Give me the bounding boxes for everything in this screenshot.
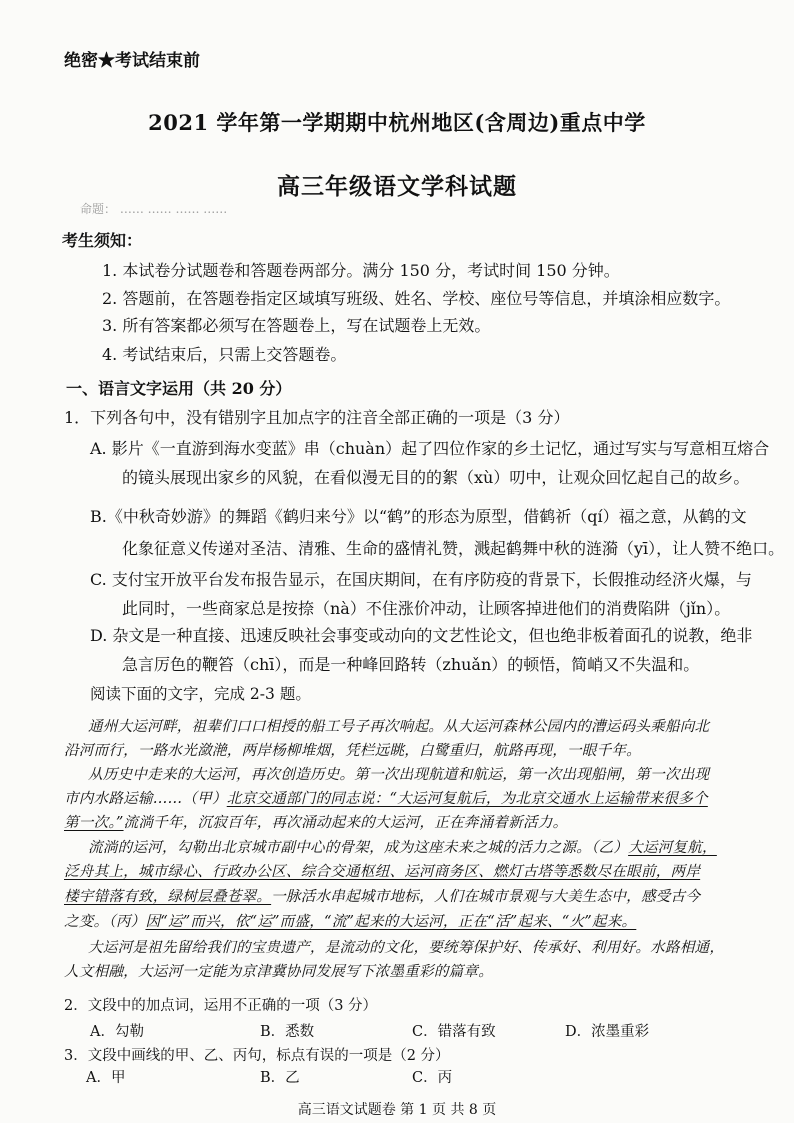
section-heading: 一、语言文字运用（共 20 分）: [66, 379, 292, 398]
underlined-sentence-yi-cont: 泛舟其上，城市绿心、行政办公区、综合交通枢纽、运河商务区、燃灯古塔等悉数尽在眼前，两岸: [64, 863, 701, 880]
notice-item: 1. 本试卷分试题卷和答题卷两部分。满分 150 分，考试时间 150 分钟。: [102, 261, 620, 280]
underlined-sentence-jia-end: 第一次。”: [64, 814, 124, 831]
passage-line: [64, 811, 567, 832]
q2-option-d: D．浓墨重彩: [565, 1024, 650, 1040]
q2-option-b: B．悉数: [260, 1024, 315, 1040]
passage-text: 一脉活水串起城市地标，人们在城市景观与大美生态中，感受古今: [271, 888, 701, 905]
page-footer: 高三语文试题卷 第 1 页 共 8 页: [297, 1102, 497, 1118]
q1-option-b-cont: 化象征意义传递对圣洁、清雅、生命的盛情礼赞，溅起鹤舞中秋的涟漪（yī），让人赞不绝口。: [122, 539, 785, 558]
q1-option-d-cont: 急言厉色的鞭笞（chī），而是一种峰回路转（zhuǎn）的顿悟，简峭又不失温和。: [122, 655, 700, 674]
passage-text: 流淌千年，沉寂百年，再次涌动起来的大运河，正在奔涌着新活力。: [123, 814, 568, 831]
passage-line: 沿河而行，一路水光潋滟，两岸杨柳堆烟，凭栏远眺，白鹭重归，航路再现，一眼千年。: [64, 742, 641, 759]
question-1-stem: 1．下列各句中，没有错别字且加点字的注音全部正确的一项是（3 分）: [64, 408, 570, 427]
q2-option-c: C．错落有致: [412, 1024, 496, 1040]
passage-line: 从历史中走来的大运河，再次创造历史。第一次出现航道和航运，第一次出现船闸，第一次出现: [88, 766, 710, 783]
question-3-stem: 3．文段中画线的甲、乙、丙句，标点有误的一项是（2 分）: [64, 1048, 450, 1064]
passage-text: 市内水路运输……（甲）: [64, 790, 227, 807]
passage-line: [88, 836, 717, 857]
passage-line: 通州大运河畔，祖辈们口口相授的船工号子再次响起。从大运河森林公园内的漕运码头乘船向北: [88, 718, 710, 735]
q2-option-a: A．勾勒: [90, 1024, 144, 1040]
q1-option-a-cont: 的镜头展现出家乡的风貌，在看似漫无目的的絮（xù）叨中，让观众回忆起自己的故乡。: [122, 468, 750, 487]
q1-option-a: A. 影片《一直游到海水变蓝》串（chuàn）起了四位作家的乡土记忆，通过写实与写意相互熔合: [90, 439, 770, 458]
passage-line: [64, 787, 708, 808]
underlined-sentence-jia: 北京交通部门的同志说：“大运河复航后，为北京交通水上运输带来很多个: [226, 790, 708, 807]
passage-text: 流淌的运河，勾勒出北京城市副中心的骨架，成为这座未来之城的活力之源。（乙）: [88, 839, 629, 856]
faded-author-line: 命题： …… …… …… ……: [80, 202, 228, 216]
q1-option-c: C. 支付宝开放平台发布报告显示，在国庆期间，在有序防疫的背景下，长假推动经济火爆，与: [90, 570, 752, 589]
q3-option-b: B．乙: [260, 1070, 300, 1086]
underlined-sentence-yi: 大运河复航，: [628, 839, 717, 856]
passage-text: 之变。（丙）: [64, 913, 146, 930]
passage-line: 大运河是祖先留给我们的宝贵遗产，是流动的文化，要统筹保护好、传承好、利用好。水路相通，: [88, 939, 725, 956]
notice-heading: 考生须知：: [62, 231, 143, 250]
notice-item: 3. 所有答案都必须写在答题卷上，写在试题卷上无效。: [102, 316, 491, 335]
q1-option-d: D. 杂文是一种直接、迅速反映社会事变或动向的文艺性论文，但也绝非板着面孔的说教，绝非: [90, 626, 753, 645]
q1-option-c-cont: 此同时，一些商家总是按捺（nà）不住涨价冲动，让顾客掉进他们的消费陷阱（jǐn）。: [122, 599, 731, 618]
underlined-sentence-yi-end: 楼宇错落有致，绿树层叠苍翠。: [64, 888, 272, 905]
passage-line: 人文相融，大运河一定能为京津冀协同发展写下浓墨重彩的篇章。: [64, 963, 494, 980]
q3-option-c: C．丙: [412, 1070, 453, 1086]
passage-line: [64, 910, 636, 931]
question-2-stem: 2．文段中的加点词，运用不正确的一项（3 分）: [64, 998, 378, 1014]
passage-line: [64, 860, 700, 881]
exam-title: 2021 学年第一学期期中杭州地区(含周边)重点中学: [148, 110, 646, 135]
confidential-mark: 绝密★考试结束前: [64, 51, 200, 71]
q1-option-b: B.《中秋奇妙游》的舞蹈《鹤归来兮》以“鹤”的形态为原型，借鹤祈（qí）福之意，从鹤的文: [90, 507, 747, 526]
underlined-sentence-bing: 因“运”而兴，依“运”而盛，“流”起来的大运河，正在“活”起来、“火”起来。: [145, 913, 637, 930]
notice-item: 2. 答题前，在答题卷指定区域填写班级、姓名、学校、座位号等信息，并填涂相应数字。: [102, 289, 731, 308]
q3-option-a: A．甲: [86, 1070, 126, 1086]
notice-item: 4. 考试结束后，只需上交答题卷。: [102, 345, 347, 364]
exam-subtitle: 高三年级语文学科试题: [277, 173, 517, 200]
reading-instruction: 阅读下面的文字，完成 2-3 题。: [90, 685, 311, 703]
passage-line: [64, 885, 700, 906]
